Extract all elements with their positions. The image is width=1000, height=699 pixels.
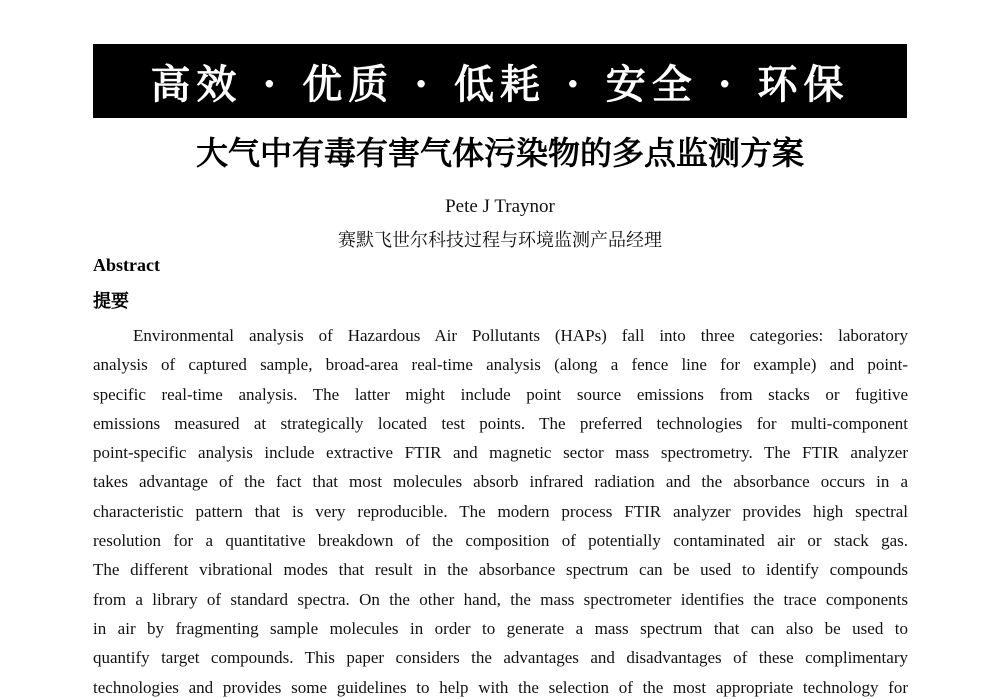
abstract-line: Environmental analysis of Hazardous Air Pollutants (HAPs) fall into three categories: laboratory xyxy=(133,326,908,345)
header-banner xyxy=(93,44,907,118)
abstract-heading: Abstract xyxy=(93,255,160,275)
author-affiliation: 赛默飞世尔科技过程与环境监测产品经理 xyxy=(338,230,662,250)
banner-slogan: 高效 · 优质 · 低耗 · 安全 · 环保 xyxy=(150,60,850,108)
abstract-line: resolution for a quantitative breakdown of the composition of potentially contaminated air or stack gas. xyxy=(93,531,908,551)
abstract-line: technologies and provides some guidelines to help with the selection of the most appropriate technology for xyxy=(93,677,908,697)
abstract-line: in air by fragmenting sample molecules in order to generate a mass spectrum that can also be used to xyxy=(93,618,908,638)
abstract-line: takes advantage of the fact that most molecules absorb infrared radiation and the absorbance occurs in a xyxy=(93,472,908,492)
abstract-line: specific real-time analysis. The latter might include point source emissions from stacks or fugitive xyxy=(93,384,908,404)
page-title: 大气中有毒有害气体污染物的多点监测方案 xyxy=(195,134,804,172)
abstract-line: analysis of captured sample, broad-area real-time analysis (along a fence line for example) and point- xyxy=(93,355,908,375)
abstract-body xyxy=(93,321,908,699)
author-name: Pete J Traynor xyxy=(445,196,555,217)
abstract-line: characteristic pattern that is very reproducible. The modern process FTIR analyzer provides high spectral xyxy=(93,501,908,521)
abstract-line: emissions measured at strategically located test points. The preferred technologies for multi-component xyxy=(93,413,908,433)
abstract-line: quantify target compounds. This paper considers the advantages and disadvantages of these complimentary xyxy=(93,648,908,668)
abstract-line: from a library of standard spectra. On the other hand, the mass spectrometer identifies the trace components xyxy=(93,589,908,609)
abstract-line: point-specific analysis include extractive FTIR and magnetic sector mass spectrometry. The FTIR analyzer xyxy=(93,443,908,463)
abstract-line: The different vibrational modes that result in the absorbance spectrum can be used to identify compounds xyxy=(93,560,908,580)
tiyao-heading: 提要 xyxy=(93,291,129,312)
